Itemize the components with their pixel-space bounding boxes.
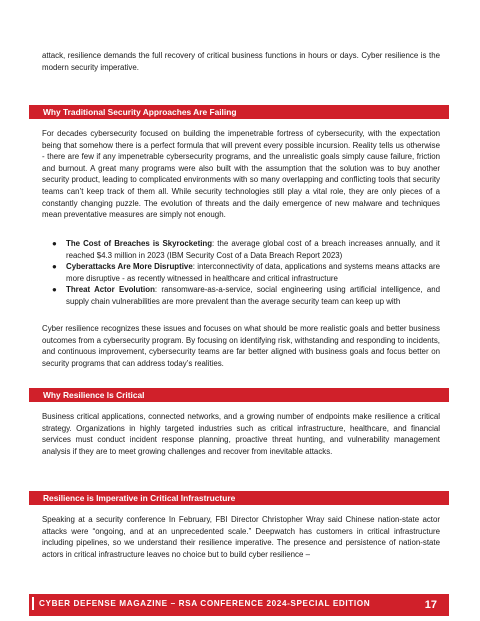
list-item <box>42 284 440 307</box>
bullet-list <box>42 238 440 308</box>
cyber-resilience-paragraph: Cyber resilience recognizes these issues and focuses on what should be more realistic goals and better business outcomes from a cybersecurity program. By focusing on identifying risk, withstanding and responding to incidents, and continuous improvement, cybersecurity teams are far better aligned with business goals and focus better on security programs that can address today’s realities. <box>42 324 440 368</box>
bullet-title: Threat Actor Evolution <box>66 285 155 295</box>
section-heading-text: Resilience is Imperative in Critical Infrastructure <box>43 493 236 503</box>
page-number: 17 <box>424 599 437 611</box>
critical-infrastructure-paragraph: Speaking at a security conference In February, FBI Director Christopher Wray said Chinese nation-state actor attacks were “ongoing, and at an unprecedented scale.” Deepwatch has customers in critical infrastructure including pipelines, so we understand their resilience imperative. The presence and persistence of nation-state actors in critical infrastructure leaves no choice but to build cyber resilience – <box>42 515 440 559</box>
bullet-text: : ransomware-as-a-service, social engineering using artificial intelligence, and supply chain vulnerabilities are more prevalent than the average security team can keep up with <box>66 285 440 306</box>
bullet-text: : the average global cost of a breach increases annually, and it reached $4.3 million in 2023 (IBM Security Cost of a Data Breach Report 2023) <box>66 239 440 260</box>
bullet-icon: ● <box>52 239 57 248</box>
why-resilience-paragraph: Business critical applications, connected networks, and a growing number of endpoints make resilience a critical strategy. Organizations in highly targeted industries such as critical infrastructure, healthcare, and financial services must conduct incident response planning, proactive threat hunting, and vulnerability management analysis if they are to meet growing challenges and recover from inevitable attacks. <box>42 412 440 456</box>
footer-accent-bar <box>32 597 34 610</box>
bullet-title: Cyberattacks Are More Disruptive <box>66 262 193 272</box>
list-item <box>42 261 440 284</box>
publication-name: CYBER DEFENSE MAGAZINE – RSA CONFERENCE 2024-SPECIAL EDITION <box>39 599 371 608</box>
bullet-icon: ● <box>52 285 57 295</box>
section-heading-text: Why Resilience Is Critical <box>43 390 145 400</box>
bullet-icon: ● <box>52 262 57 272</box>
section-heading-traditional-security <box>29 105 449 119</box>
section-heading-critical-infrastructure <box>29 491 449 505</box>
traditional-security-paragraph: For decades cybersecurity focused on building the impenetrable fortress of cybersecurity, with the expectation being that somehow there is a perfect formula that will prevent every possible incursion. Reality tells us otherwise - there are few if any impenetrable cybersecurity programs, and the unrealistic goals simply cause failure, friction and burnout. A great many programs were also built with the assumption that the solution was to buy another security product, leading to complicated environments with so many overlapping and conflicting tools that security teams can’t keep track of them all. While security technologies still play a vital role, they are only pieces of a constantly changing puzzle. The evolution of threats and the daily emergence of new malware and techniques mean preventative measures are simply not enough. <box>42 129 440 220</box>
intro-paragraph: attack, resilience demands the full recovery of critical business functions in hours or days. Cyber resilience is the modern security imperative. <box>42 51 440 72</box>
list-item <box>42 238 440 261</box>
section-heading-why-resilience <box>29 388 449 402</box>
bullet-text: : interconnectivity of data, applications and systems means attacks are more disruptive - as recently witnessed in healthcare and critical infrastructure <box>66 262 440 283</box>
page-footer <box>29 594 449 616</box>
bullet-title: The Cost of Breaches is Skyrocketing <box>66 239 213 248</box>
section-heading-text: Why Traditional Security Approaches Are Failing <box>43 107 237 117</box>
